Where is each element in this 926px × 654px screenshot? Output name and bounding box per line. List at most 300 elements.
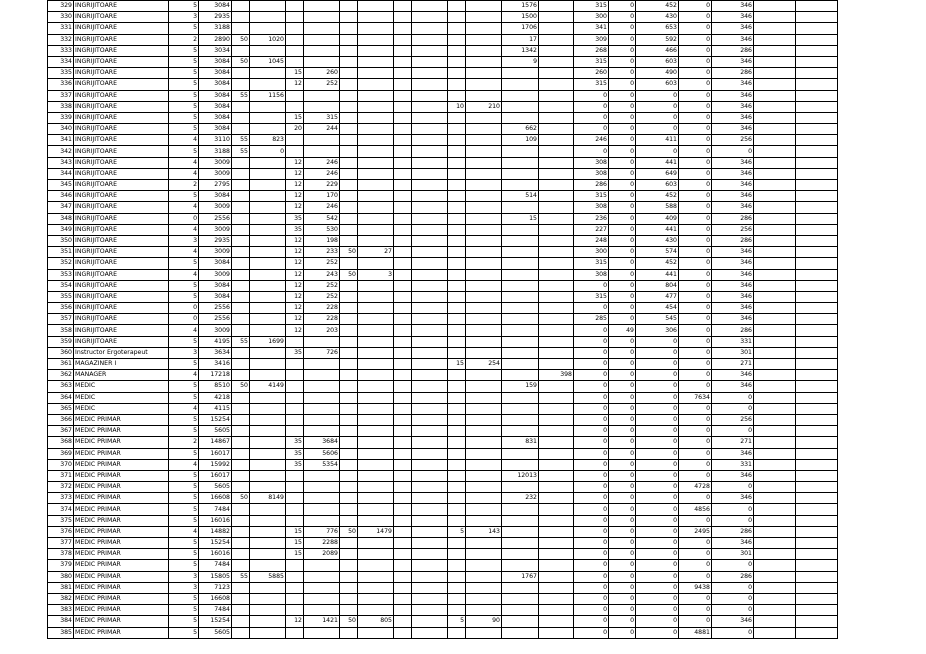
row-number-cell: 385 bbox=[48, 627, 74, 638]
table-row bbox=[48, 124, 838, 135]
value-cell bbox=[304, 1, 340, 12]
value-cell bbox=[796, 56, 838, 67]
value-cell bbox=[340, 79, 358, 90]
value-cell bbox=[358, 593, 394, 604]
row-number-cell: 330 bbox=[48, 12, 74, 23]
value-cell: 346 bbox=[712, 34, 754, 45]
value-cell bbox=[502, 549, 539, 560]
job-title-cell: INGRIJITOARE bbox=[74, 56, 169, 67]
value-cell bbox=[754, 124, 796, 135]
table-row bbox=[48, 68, 838, 79]
table-row bbox=[48, 560, 838, 571]
value-cell: 3 bbox=[169, 235, 199, 246]
table-row bbox=[48, 482, 838, 493]
value-cell bbox=[286, 1, 304, 12]
value-cell bbox=[466, 12, 502, 23]
value-cell: 0 bbox=[679, 493, 712, 504]
value-cell: 0 bbox=[636, 504, 679, 515]
value-cell: 5 bbox=[169, 381, 199, 392]
value-cell bbox=[250, 23, 286, 34]
job-title-cell: MAGAZINER I bbox=[74, 359, 169, 370]
value-cell bbox=[539, 280, 574, 291]
value-cell bbox=[539, 549, 574, 560]
value-cell: 12 bbox=[286, 291, 304, 302]
job-title-cell: MEDIC PRIMAR bbox=[74, 459, 169, 470]
job-title-cell: INGRIJITOARE bbox=[74, 258, 169, 269]
value-cell: 346 bbox=[712, 56, 754, 67]
value-cell bbox=[394, 414, 412, 425]
value-cell bbox=[466, 627, 502, 638]
value-cell bbox=[250, 168, 286, 179]
value-cell bbox=[286, 56, 304, 67]
value-cell bbox=[232, 459, 250, 470]
value-cell bbox=[754, 191, 796, 202]
value-cell bbox=[539, 459, 574, 470]
value-cell bbox=[448, 426, 466, 437]
value-cell bbox=[754, 560, 796, 571]
value-cell: 0 bbox=[636, 124, 679, 135]
value-cell bbox=[232, 538, 250, 549]
value-cell bbox=[412, 426, 448, 437]
value-cell bbox=[539, 538, 574, 549]
value-cell: 0 bbox=[636, 381, 679, 392]
table-row bbox=[48, 224, 838, 235]
value-cell: 12 bbox=[286, 168, 304, 179]
value-cell bbox=[394, 504, 412, 515]
value-cell: 0 bbox=[609, 470, 636, 481]
row-number-cell: 381 bbox=[48, 582, 74, 593]
value-cell bbox=[412, 560, 448, 571]
value-cell: 1421 bbox=[304, 616, 340, 627]
job-title-cell: INGRIJITOARE bbox=[74, 224, 169, 235]
value-cell bbox=[502, 280, 539, 291]
value-cell bbox=[394, 314, 412, 325]
value-cell bbox=[466, 247, 502, 258]
value-cell bbox=[358, 538, 394, 549]
value-cell bbox=[394, 571, 412, 582]
value-cell bbox=[340, 571, 358, 582]
value-cell: 4218 bbox=[199, 392, 232, 403]
value-cell: 0 bbox=[609, 23, 636, 34]
value-cell bbox=[412, 12, 448, 23]
row-number-cell: 341 bbox=[48, 135, 74, 146]
value-cell bbox=[358, 56, 394, 67]
row-number-cell: 345 bbox=[48, 180, 74, 191]
value-cell: 331 bbox=[712, 336, 754, 347]
value-cell: 5 bbox=[169, 280, 199, 291]
value-cell bbox=[358, 571, 394, 582]
row-number-cell: 350 bbox=[48, 235, 74, 246]
value-cell: 2556 bbox=[199, 303, 232, 314]
value-cell bbox=[796, 280, 838, 291]
value-cell: 0 bbox=[574, 482, 609, 493]
value-cell bbox=[232, 616, 250, 627]
value-cell bbox=[539, 303, 574, 314]
value-cell bbox=[754, 538, 796, 549]
value-cell: 0 bbox=[636, 392, 679, 403]
value-cell bbox=[796, 135, 838, 146]
value-cell: 2556 bbox=[199, 213, 232, 224]
value-cell bbox=[340, 359, 358, 370]
value-cell bbox=[448, 146, 466, 157]
row-number-cell: 348 bbox=[48, 213, 74, 224]
value-cell: 411 bbox=[636, 135, 679, 146]
value-cell bbox=[754, 45, 796, 56]
value-cell bbox=[286, 482, 304, 493]
value-cell: 0 bbox=[609, 560, 636, 571]
value-cell bbox=[250, 414, 286, 425]
value-cell bbox=[466, 314, 502, 325]
value-cell bbox=[448, 213, 466, 224]
value-cell bbox=[232, 504, 250, 515]
value-cell: 4 bbox=[169, 370, 199, 381]
value-cell bbox=[448, 381, 466, 392]
value-cell: 0 bbox=[609, 34, 636, 45]
value-cell: 0 bbox=[679, 437, 712, 448]
value-cell bbox=[250, 347, 286, 358]
value-cell bbox=[340, 168, 358, 179]
value-cell bbox=[539, 571, 574, 582]
value-cell: 0 bbox=[574, 459, 609, 470]
value-cell bbox=[250, 224, 286, 235]
job-title-cell: INGRIJITOARE bbox=[74, 34, 169, 45]
value-cell bbox=[304, 627, 340, 638]
value-cell: 0 bbox=[574, 124, 609, 135]
job-title-cell: MEDIC bbox=[74, 392, 169, 403]
value-cell bbox=[286, 560, 304, 571]
value-cell bbox=[466, 146, 502, 157]
value-cell bbox=[358, 23, 394, 34]
value-cell bbox=[286, 90, 304, 101]
value-cell: 3 bbox=[358, 269, 394, 280]
value-cell bbox=[466, 135, 502, 146]
value-cell: 0 bbox=[574, 504, 609, 515]
value-cell bbox=[358, 605, 394, 616]
value-cell: 0 bbox=[636, 627, 679, 638]
table-row bbox=[48, 247, 838, 258]
value-cell: 2935 bbox=[199, 12, 232, 23]
table-row bbox=[48, 616, 838, 627]
value-cell bbox=[250, 482, 286, 493]
value-cell bbox=[340, 560, 358, 571]
table-row bbox=[48, 359, 838, 370]
table-row bbox=[48, 325, 838, 336]
value-cell bbox=[358, 45, 394, 56]
value-cell bbox=[340, 482, 358, 493]
value-cell bbox=[502, 68, 539, 79]
job-title-cell: MEDIC PRIMAR bbox=[74, 593, 169, 604]
value-cell bbox=[502, 347, 539, 358]
value-cell bbox=[304, 45, 340, 56]
row-number-cell: 347 bbox=[48, 202, 74, 213]
table-row bbox=[48, 291, 838, 302]
value-cell bbox=[539, 593, 574, 604]
value-cell bbox=[394, 45, 412, 56]
value-cell: 346 bbox=[712, 247, 754, 258]
value-cell: 5 bbox=[169, 549, 199, 560]
value-cell: 804 bbox=[636, 280, 679, 291]
value-cell bbox=[250, 79, 286, 90]
value-cell bbox=[754, 605, 796, 616]
value-cell: 3009 bbox=[199, 168, 232, 179]
value-cell: 7634 bbox=[679, 392, 712, 403]
value-cell: 0 bbox=[636, 605, 679, 616]
value-cell bbox=[340, 1, 358, 12]
value-cell bbox=[286, 12, 304, 23]
value-cell: 5 bbox=[169, 56, 199, 67]
value-cell: 3009 bbox=[199, 202, 232, 213]
value-cell bbox=[286, 593, 304, 604]
value-cell bbox=[232, 392, 250, 403]
value-cell: 346 bbox=[712, 291, 754, 302]
value-cell bbox=[250, 448, 286, 459]
value-cell bbox=[754, 56, 796, 67]
value-cell: 0 bbox=[574, 414, 609, 425]
table-row bbox=[48, 493, 838, 504]
value-cell bbox=[466, 1, 502, 12]
value-cell: 252 bbox=[304, 79, 340, 90]
value-cell bbox=[796, 470, 838, 481]
value-cell: 0 bbox=[574, 101, 609, 112]
value-cell bbox=[358, 437, 394, 448]
value-cell bbox=[250, 202, 286, 213]
value-cell: 3634 bbox=[199, 347, 232, 358]
value-cell bbox=[448, 325, 466, 336]
value-cell bbox=[754, 1, 796, 12]
value-cell bbox=[539, 291, 574, 302]
value-cell: 0 bbox=[679, 560, 712, 571]
value-cell: 12 bbox=[286, 269, 304, 280]
value-cell bbox=[539, 224, 574, 235]
value-cell: 256 bbox=[712, 224, 754, 235]
value-cell: 8149 bbox=[250, 493, 286, 504]
table-row bbox=[48, 280, 838, 291]
value-cell bbox=[358, 470, 394, 481]
value-cell bbox=[394, 493, 412, 504]
value-cell bbox=[358, 112, 394, 123]
value-cell: 0 bbox=[574, 437, 609, 448]
value-cell bbox=[539, 112, 574, 123]
value-cell: 3084 bbox=[199, 68, 232, 79]
value-cell: 9 bbox=[502, 56, 539, 67]
value-cell: 12013 bbox=[502, 470, 539, 481]
job-title-cell: MEDIC bbox=[74, 381, 169, 392]
value-cell bbox=[394, 224, 412, 235]
job-title-cell: MEDIC bbox=[74, 403, 169, 414]
row-number-cell: 333 bbox=[48, 45, 74, 56]
value-cell: 12 bbox=[286, 79, 304, 90]
job-title-cell: MEDIC PRIMAR bbox=[74, 448, 169, 459]
value-cell: 2795 bbox=[199, 180, 232, 191]
value-cell bbox=[466, 23, 502, 34]
value-cell bbox=[304, 56, 340, 67]
value-cell bbox=[340, 470, 358, 481]
value-cell: 653 bbox=[636, 23, 679, 34]
value-cell bbox=[539, 526, 574, 537]
value-cell bbox=[250, 593, 286, 604]
value-cell: 0 bbox=[574, 325, 609, 336]
value-cell bbox=[754, 12, 796, 23]
value-cell bbox=[754, 146, 796, 157]
value-cell: 0 bbox=[609, 101, 636, 112]
value-cell: 0 bbox=[574, 336, 609, 347]
value-cell bbox=[448, 90, 466, 101]
value-cell: 0 bbox=[609, 1, 636, 12]
value-cell: 50 bbox=[340, 247, 358, 258]
value-cell bbox=[340, 68, 358, 79]
row-number-cell: 378 bbox=[48, 549, 74, 560]
value-cell: 15254 bbox=[199, 616, 232, 627]
value-cell: 16016 bbox=[199, 515, 232, 526]
job-title-cell: INGRIJITOARE bbox=[74, 191, 169, 202]
value-cell: 0 bbox=[679, 213, 712, 224]
value-cell: 346 bbox=[712, 1, 754, 12]
value-cell bbox=[502, 426, 539, 437]
value-cell bbox=[412, 314, 448, 325]
value-cell bbox=[796, 258, 838, 269]
value-cell: 0 bbox=[609, 482, 636, 493]
value-cell bbox=[796, 593, 838, 604]
value-cell: 0 bbox=[609, 448, 636, 459]
value-cell bbox=[539, 168, 574, 179]
value-cell: 0 bbox=[609, 616, 636, 627]
value-cell: 0 bbox=[712, 482, 754, 493]
value-cell bbox=[394, 538, 412, 549]
value-cell: 3188 bbox=[199, 23, 232, 34]
value-cell bbox=[358, 336, 394, 347]
value-cell bbox=[232, 403, 250, 414]
value-cell: 3009 bbox=[199, 325, 232, 336]
value-cell bbox=[466, 124, 502, 135]
value-cell bbox=[539, 403, 574, 414]
value-cell bbox=[250, 560, 286, 571]
value-cell: 0 bbox=[679, 202, 712, 213]
value-cell bbox=[502, 392, 539, 403]
value-cell: 246 bbox=[304, 202, 340, 213]
job-title-cell: INGRIJITOARE bbox=[74, 269, 169, 280]
table-row bbox=[48, 168, 838, 179]
value-cell bbox=[232, 101, 250, 112]
value-cell bbox=[502, 627, 539, 638]
value-cell bbox=[466, 336, 502, 347]
table-row bbox=[48, 504, 838, 515]
value-cell bbox=[412, 359, 448, 370]
value-cell bbox=[232, 605, 250, 616]
value-cell bbox=[539, 213, 574, 224]
job-title-cell: INGRIJITOARE bbox=[74, 1, 169, 12]
value-cell: 0 bbox=[574, 359, 609, 370]
value-cell bbox=[358, 448, 394, 459]
value-cell bbox=[796, 34, 838, 45]
value-cell bbox=[358, 504, 394, 515]
value-cell: 7484 bbox=[199, 605, 232, 616]
value-cell: 198 bbox=[304, 235, 340, 246]
value-cell bbox=[412, 448, 448, 459]
value-cell bbox=[250, 291, 286, 302]
value-cell: 0 bbox=[636, 437, 679, 448]
table-body bbox=[48, 1, 838, 639]
value-cell bbox=[754, 269, 796, 280]
value-cell bbox=[340, 56, 358, 67]
value-cell bbox=[286, 493, 304, 504]
value-cell: 0 bbox=[574, 515, 609, 526]
value-cell: 5 bbox=[169, 336, 199, 347]
value-cell bbox=[304, 392, 340, 403]
value-cell bbox=[358, 325, 394, 336]
table-row bbox=[48, 157, 838, 168]
value-cell: 50 bbox=[232, 56, 250, 67]
value-cell bbox=[754, 202, 796, 213]
value-cell bbox=[412, 112, 448, 123]
value-cell bbox=[796, 68, 838, 79]
value-cell: 0 bbox=[574, 526, 609, 537]
value-cell bbox=[539, 202, 574, 213]
value-cell bbox=[754, 515, 796, 526]
value-cell bbox=[412, 280, 448, 291]
value-cell bbox=[250, 526, 286, 537]
value-cell: 4149 bbox=[250, 381, 286, 392]
value-cell bbox=[502, 247, 539, 258]
value-cell: 4856 bbox=[679, 504, 712, 515]
value-cell: 4 bbox=[169, 269, 199, 280]
value-cell bbox=[466, 157, 502, 168]
table-row bbox=[48, 392, 838, 403]
value-cell bbox=[448, 593, 466, 604]
table-row bbox=[48, 627, 838, 638]
value-cell: 3034 bbox=[199, 45, 232, 56]
value-cell: 0 bbox=[169, 303, 199, 314]
value-cell: 5 bbox=[169, 359, 199, 370]
value-cell bbox=[466, 34, 502, 45]
value-cell bbox=[250, 45, 286, 56]
value-cell: 286 bbox=[712, 325, 754, 336]
value-cell: 15992 bbox=[199, 459, 232, 470]
value-cell bbox=[448, 403, 466, 414]
value-cell: 254 bbox=[466, 359, 502, 370]
value-cell: 2089 bbox=[304, 549, 340, 560]
value-cell: 17 bbox=[502, 34, 539, 45]
row-number-cell: 371 bbox=[48, 470, 74, 481]
value-cell bbox=[412, 1, 448, 12]
value-cell bbox=[466, 482, 502, 493]
value-cell: 0 bbox=[679, 247, 712, 258]
value-cell bbox=[304, 34, 340, 45]
table-row bbox=[48, 426, 838, 437]
job-title-cell: INGRIJITOARE bbox=[74, 112, 169, 123]
value-cell bbox=[340, 280, 358, 291]
value-cell bbox=[412, 459, 448, 470]
value-cell bbox=[539, 269, 574, 280]
value-cell: 3 bbox=[169, 347, 199, 358]
row-number-cell: 355 bbox=[48, 291, 74, 302]
value-cell: 0 bbox=[712, 582, 754, 593]
value-cell bbox=[286, 470, 304, 481]
value-cell bbox=[412, 381, 448, 392]
value-cell: 0 bbox=[679, 303, 712, 314]
value-cell bbox=[796, 235, 838, 246]
value-cell bbox=[286, 504, 304, 515]
value-cell: 4195 bbox=[199, 336, 232, 347]
value-cell bbox=[539, 347, 574, 358]
value-cell bbox=[448, 56, 466, 67]
value-cell bbox=[502, 336, 539, 347]
value-cell bbox=[232, 68, 250, 79]
value-cell bbox=[412, 504, 448, 515]
table-row bbox=[48, 45, 838, 56]
value-cell bbox=[796, 45, 838, 56]
value-cell bbox=[754, 437, 796, 448]
value-cell: 0 bbox=[609, 280, 636, 291]
